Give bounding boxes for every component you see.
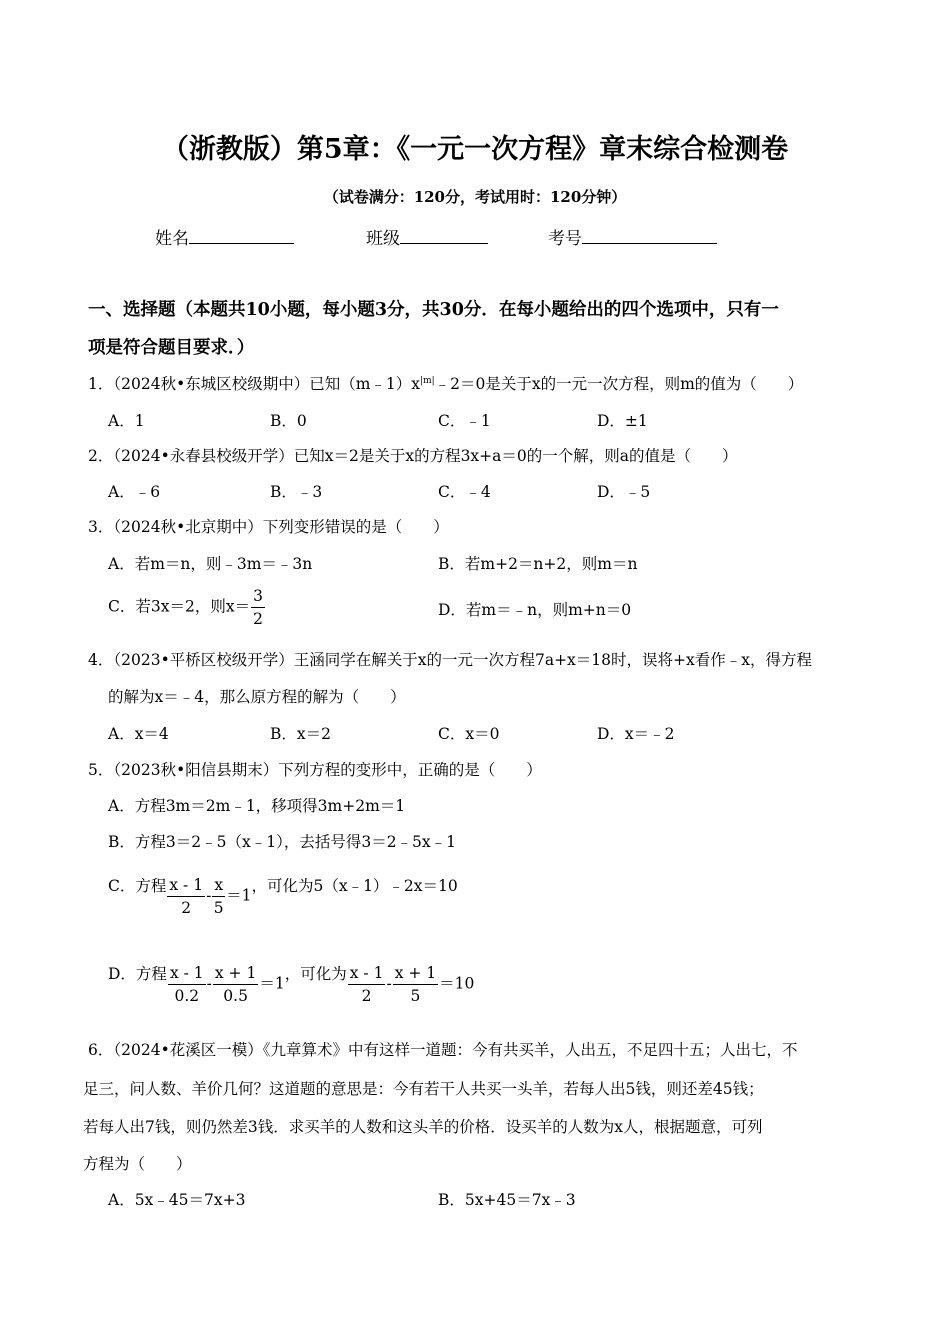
page-title: （浙教版）第5章：《一元一次方程》章末综合检测卷	[161, 134, 789, 165]
question-6-line2: 足三，问人数、羊价几何？这道题的意思是：今有若干人共买一头羊，若每人出5钱，则还差45钱；	[83, 1080, 764, 1098]
exam-no-label: 考号	[548, 229, 582, 249]
q3-option-a[interactable]: A．若m＝n，则﹣3m＝﹣3n	[108, 555, 313, 573]
q3-option-c[interactable]: C．若3x＝2，则x＝ $\frac{3}{2}$	[108, 587, 263, 628]
question-3: 3．（2024秋•北京期中）下列变形错误的是（ ）	[88, 518, 449, 536]
q5-option-c[interactable]: C．方程 $\frac{x - 1}{2}$ - $\frac{x}{5}$ ＝1，可化为5（x﹣1）﹣2x＝10	[108, 876, 458, 917]
name-label: 姓名	[155, 229, 189, 249]
section-heading-line2: 项是符合题目要求．）	[88, 338, 255, 358]
q4-option-a[interactable]: A．x＝4	[108, 725, 169, 743]
question-4-line2: 的解为x＝﹣4，那么原方程的解为（ ）	[108, 688, 406, 706]
fraction: $\frac{x - 1}{2}$	[169, 876, 204, 917]
question-1: 1．（2024秋•东城区校级期中）已知$(m﹣1)x^{|m|}﹣2=0$是关于x的一元一次方程，则m的值为（ ）	[88, 375, 804, 393]
q6-option-a[interactable]: A．5x﹣45＝7x+3	[108, 1191, 246, 1209]
fraction: $\frac{3}{2}$	[253, 587, 263, 628]
q1-option-b[interactable]: B．0	[270, 412, 307, 430]
q4-option-d[interactable]: D．x＝﹣2	[597, 725, 675, 743]
q6-option-b[interactable]: B．5x+45＝7x﹣3	[438, 1191, 576, 1209]
q1-option-c[interactable]: C．﹣1	[438, 412, 491, 430]
q2-option-b[interactable]: B．﹣3	[270, 483, 323, 501]
q3-option-b[interactable]: B．若m+2＝n+2，则m＝n	[438, 555, 638, 573]
class-blank[interactable]	[400, 227, 488, 244]
q2-option-d[interactable]: D．﹣5	[597, 483, 651, 501]
class-field[interactable]	[366, 224, 488, 249]
q2-option-a[interactable]: A．﹣6	[108, 483, 161, 501]
q5-option-b[interactable]: B．方程3＝2﹣5（x﹣1），去括号得3＝2﹣5x﹣1	[108, 833, 457, 851]
q4-option-b[interactable]: B．x＝2	[270, 725, 331, 743]
q1-option-a[interactable]: A．1	[108, 412, 145, 430]
fraction: $\frac{x - 1}{0.2}$	[169, 964, 204, 1005]
section-heading-line1: 一、选择题（本题共10小题，每小题3分，共30分．在每小题给出的四个选项中，只有一	[88, 300, 779, 320]
q5-option-a[interactable]: A．方程3m＝2m﹣1，移项得3m+2m＝1	[108, 797, 406, 815]
q2-option-c[interactable]: C．﹣4	[438, 483, 491, 501]
question-6-line3: 若每人出7钱，则仍然差3钱．求买羊的人数和这头羊的价格．设买羊的人数为x人，根据题意，可列	[83, 1118, 763, 1136]
question-2: 2．（2024•永春县校级开学）已知x＝2是关于x的方程3x+a＝0的一个解，则a的值是（ ）	[88, 447, 738, 465]
name-blank[interactable]	[189, 227, 294, 244]
class-label: 班级	[366, 229, 400, 249]
fraction: $\frac{x + 1}{0.5}$	[214, 964, 257, 1005]
exam-no-blank[interactable]	[582, 227, 717, 244]
question-6-line4: 方程为（ ）	[83, 1155, 192, 1173]
fraction: $\frac{x - 1}{2}$	[349, 964, 384, 1005]
q1-option-d[interactable]: D．±1	[597, 412, 648, 430]
fraction: $\frac{x}{5}$	[213, 876, 224, 917]
fraction: $\frac{x + 1}{5}$	[394, 964, 437, 1005]
q4-option-c[interactable]: C．x＝0	[438, 725, 500, 743]
name-field[interactable]	[155, 224, 294, 249]
exam-subtitle: （试卷满分：120分，考试用时：120分钟）	[323, 188, 627, 206]
question-6: 6．（2024•花溪区一模）《九章算术》中有这样一道题：今有共买羊，人出五，不足四十五；人出七，不	[88, 1041, 798, 1059]
exam-no-field[interactable]	[548, 224, 717, 249]
q5-option-d[interactable]: D．方程 $\frac{x - 1}{0.2}$ - $\frac{x + 1}{0.5}$ ＝1，可化为 $\frac{x - 1}{2}$ - $\frac{x + 1}{5}$ ＝10	[108, 964, 475, 1005]
question-4: 4．（2023•平桥区校级开学）王涵同学在解关于x的一元一次方程7a+x＝18时，误将+x看作﹣x，得方程	[88, 651, 812, 669]
q3-option-d[interactable]: D．若m＝﹣n，则m+n＝0	[438, 601, 632, 619]
question-5: 5．（2023秋•阳信县期末）下列方程的变形中，正确的是（ ）	[88, 761, 542, 779]
